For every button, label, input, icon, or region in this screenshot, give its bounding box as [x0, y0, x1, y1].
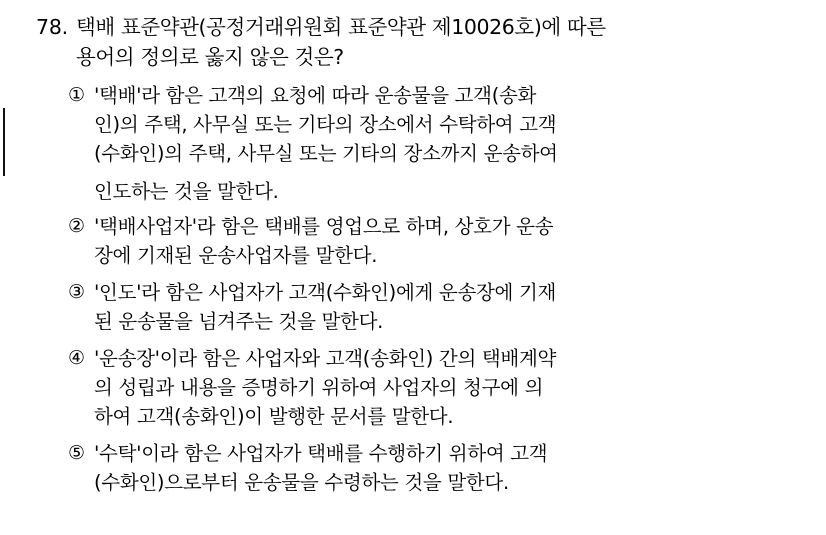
choice-line: '운송장'이라 함은 사업자와 고객(송화인) 간의 택배계약 [94, 347, 557, 370]
choice-line: '수탁'이라 함은 사업자가 택배를 수행하기 위하여 고객 [94, 442, 548, 465]
margin-rule [3, 108, 5, 176]
choice-line: 인)의 주택, 사무실 또는 기타의 장소에서 수탁하여 고객 [94, 113, 557, 136]
choice-line: '택배'라 함은 고객의 요청에 따라 운송물을 고객(송화 [94, 84, 537, 107]
choice-text-3 [94, 278, 808, 336]
choice-text-2 [94, 212, 808, 270]
choice-line: 장에 기재된 운송사업자를 말한다. [94, 244, 378, 267]
choice-item-2[interactable] [68, 212, 808, 270]
choice-text-1 [94, 81, 808, 206]
choice-line: 인도하는 것을 말한다. [94, 180, 279, 203]
choice-line: (수화인)의 주택, 사무실 또는 기타의 장소까지 운송하여 [94, 142, 558, 165]
question-stem [76, 12, 808, 72]
question-block [22, 12, 808, 72]
choice-line: 된 운송물을 넘겨주는 것을 말한다. [94, 310, 384, 333]
choice-marker-4: ④ [68, 347, 86, 369]
choice-item-4[interactable] [68, 344, 808, 431]
choice-line: 의 성립과 내용을 증명하기 위하여 사업자의 청구에 의 [94, 376, 544, 399]
question-number: 78. [35, 15, 68, 39]
choice-line: '인도'라 함은 사업자가 고객(수화인)에게 운송장에 기재 [94, 281, 557, 304]
choice-marker-5: ⑤ [68, 442, 86, 464]
choice-item-1[interactable] [68, 81, 808, 206]
choice-line: (수화인)으로부터 운송물을 수령하는 것을 말한다. [94, 471, 509, 494]
choice-list [22, 81, 808, 497]
choice-marker-2: ② [68, 215, 86, 237]
choice-item-3[interactable] [68, 278, 808, 336]
question-stem-line: 용어의 정의로 옳지 않은 것은? [76, 45, 344, 69]
choice-text-5 [94, 439, 808, 497]
choice-line: 하여 고객(송화인)이 발행한 문서를 말한다. [94, 405, 454, 428]
choice-marker-3: ③ [68, 281, 86, 303]
choice-text-4 [94, 344, 808, 431]
choice-line: '택배사업자'라 함은 택배를 영업으로 하며, 상호가 운송 [94, 215, 554, 238]
question-stem-line: 택배 표준약관(공정거래위원회 표준약관 제10026호)에 따른 [76, 15, 606, 39]
choice-marker-1: ① [68, 84, 86, 106]
choice-item-5[interactable] [68, 439, 808, 497]
